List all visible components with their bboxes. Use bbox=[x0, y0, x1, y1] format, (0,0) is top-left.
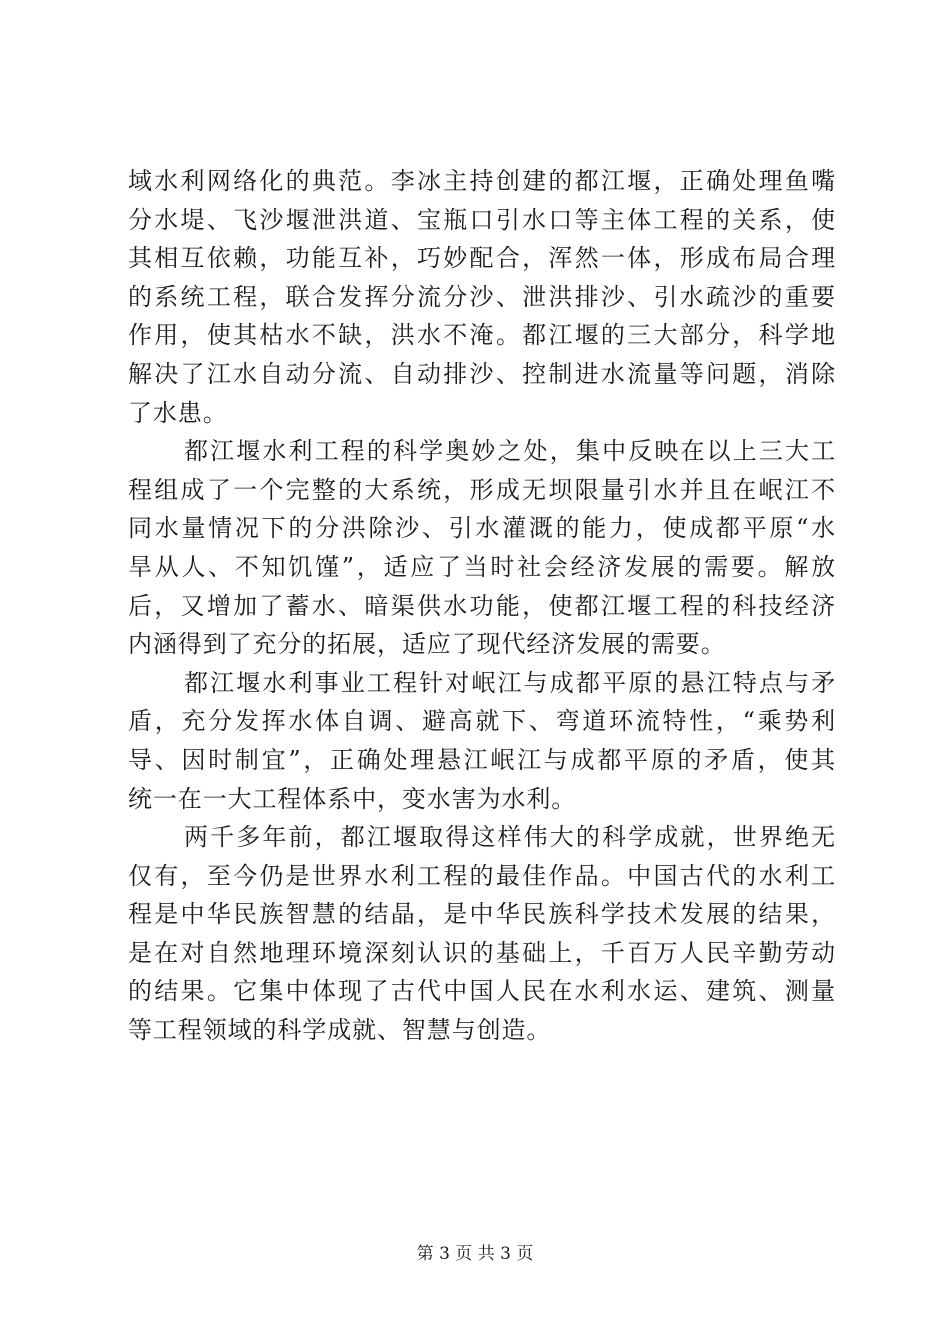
paragraph bbox=[128, 432, 836, 664]
text-line: 同水量情况下的分洪除沙、引水灌溉的能力，使成都平原“水 bbox=[128, 514, 836, 543]
text-line: 分水堤、飞沙堰泄洪道、宝瓶口引水口等主体工程的关系，使 bbox=[128, 205, 836, 234]
text-line: 统一在一大工程体系中，变水害为水利。 bbox=[128, 784, 577, 813]
text-line: 其相互依赖，功能互补，巧妙配合，浑然一体，形成布局合理 bbox=[128, 244, 836, 273]
text-line: 导、因时制宜”，正确处理悬江岷江与成都平原的矛盾，使其 bbox=[128, 745, 836, 774]
text-line: 旱从人、不知饥馑”，适应了当时社会经济发展的需要。解放 bbox=[128, 552, 836, 581]
page-footer bbox=[0, 1242, 950, 1266]
body-text bbox=[128, 162, 836, 1050]
text-line: 都江堰水利事业工程针对岷江与成都平原的悬江特点与矛 bbox=[184, 668, 836, 697]
text-line: 等工程领域的科学成就、智慧与创造。 bbox=[128, 1016, 552, 1045]
text-line: 后，又增加了蓄水、暗渠供水功能，使都江堰工程的科技经济 bbox=[128, 591, 836, 620]
text-line: 了水患。 bbox=[128, 398, 228, 427]
paragraph bbox=[128, 664, 836, 818]
paragraph bbox=[128, 818, 836, 1050]
text-line: 的系统工程，联合发挥分流分沙、泄洪排沙、引水疏沙的重要 bbox=[128, 282, 836, 311]
text-line: 两千多年前，都江堰取得这样伟大的科学成就，世界绝无 bbox=[184, 823, 836, 852]
paragraph bbox=[128, 162, 836, 432]
page-number-label: 第 3 页 共 3 页 bbox=[416, 1244, 534, 1264]
text-line: 是在对自然地理环境深刻认识的基础上，千百万人民辛勤劳动 bbox=[128, 938, 836, 967]
text-line: 程是中华民族智慧的结晶，是中华民族科学技术发展的结果， bbox=[128, 900, 836, 929]
text-line: 都江堰水利工程的科学奥妙之处，集中反映在以上三大工 bbox=[184, 437, 836, 466]
text-line: 解决了江水自动分流、自动排沙、控制进水流量等问题，消除 bbox=[128, 359, 836, 388]
text-line: 盾，充分发挥水体自调、避高就下、弯道环流特性，“乘势利 bbox=[128, 707, 836, 736]
text-line: 域水利网络化的典范。李冰主持创建的都江堰，正确处理鱼嘴 bbox=[128, 167, 836, 195]
text-line: 的结果。它集中体现了古代中国人民在水利水运、建筑、测量 bbox=[128, 977, 836, 1006]
text-line: 仅有，至今仍是世界水利工程的最佳作品。中国古代的水利工 bbox=[128, 861, 836, 890]
text-line: 程组成了一个完整的大系统，形成无坝限量引水并且在岷江不 bbox=[128, 475, 836, 504]
text-line: 内涵得到了充分的拓展，适应了现代经济发展的需要。 bbox=[128, 630, 726, 659]
text-line: 作用，使其枯水不缺，洪水不淹。都江堰的三大部分，科学地 bbox=[128, 321, 836, 350]
